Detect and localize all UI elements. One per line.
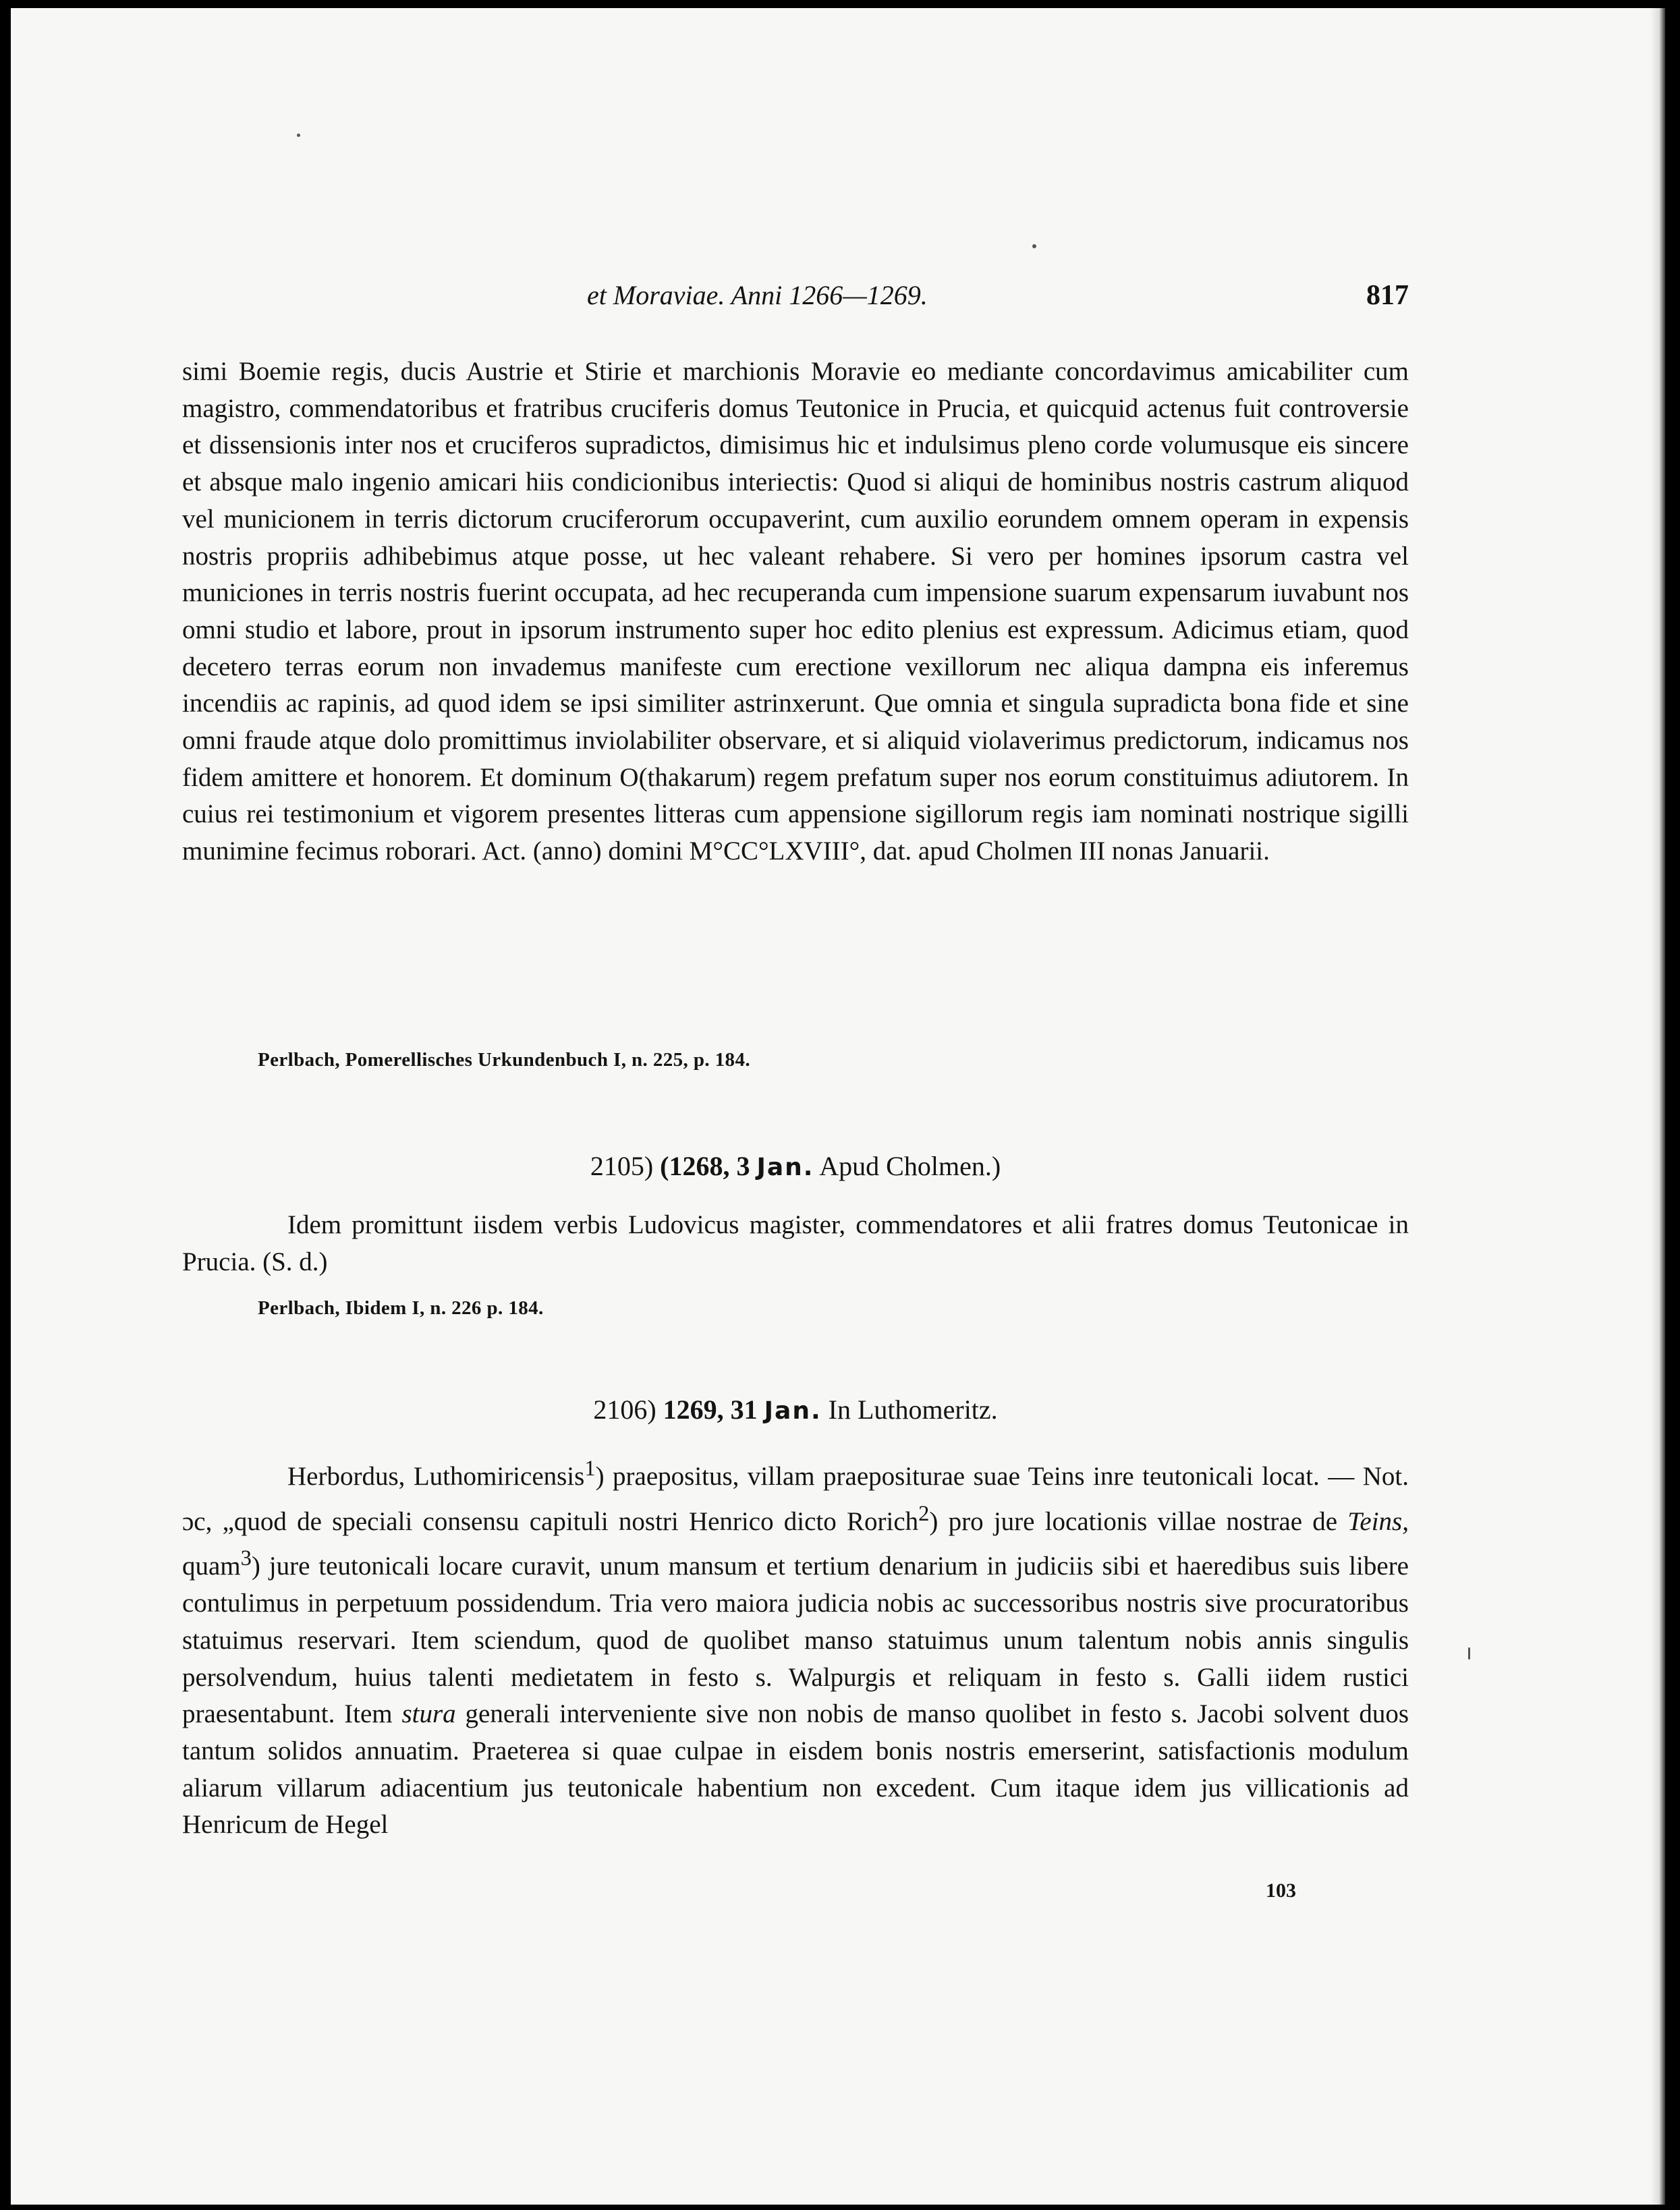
entry-2105-body <box>182 1207 1409 1280</box>
italic-place-name: Teins, <box>1347 1506 1409 1536</box>
continued-document <box>182 353 1409 870</box>
doc-date: 1269, 31 <box>663 1394 758 1425</box>
footnote-ref[interactable]: 3 <box>240 1546 252 1571</box>
entry-2105-heading <box>182 1150 1409 1185</box>
continued-source-block <box>182 1048 1409 1072</box>
text-run: generali interveniente sive non nobis de manso quolibet in festo s. Jacobi solvent duos tantum solidos annuatim. Praeterea si quae culpae in eisdem bonis nostris emerserint, satisfactionis modulum aliarum villarum adiacentium jus teutonicale habentium non excedent. Cum itaque idem jus villicationis ad Henricum de Hegel <box>182 1699 1409 1840</box>
doc-text <box>182 1450 1409 1844</box>
signature-mark: 103 <box>1266 1879 1296 1902</box>
doc-month: Jan. <box>764 1397 822 1425</box>
source-note: Perlbach, Pomerellisches Urkundenbuch I, n. 225, p. 184. <box>258 1049 750 1071</box>
footnote-ref[interactable]: 1 <box>584 1456 596 1481</box>
scan-speck <box>1032 244 1036 248</box>
doc-place: In Luthomeritz. <box>828 1394 998 1425</box>
running-head <box>182 279 1409 320</box>
text-run: ) praepositus, villam praepositurae suae Teins inre teutonicali locat. — Not. ɔc, „quod de speciali consensu capituli nostri Henrico dicto Rorich <box>182 1462 1409 1536</box>
source-note: Perlbach, Ibidem I, n. 226 p. 184. <box>258 1297 544 1319</box>
doc-place: Apud Cholmen.) <box>819 1151 1001 1181</box>
entry-2106-heading <box>182 1393 1409 1428</box>
running-title: et Moraviae. Anni 1266—1269. <box>587 280 928 310</box>
text-run: ) pro jure locationis villae nostrae de <box>929 1506 1348 1536</box>
doc-heading <box>182 1393 1409 1428</box>
page-number: 817 <box>1366 280 1409 311</box>
doc-heading <box>182 1150 1409 1185</box>
doc-text: Idem promittunt iisdem verbis Ludovicus magister, commendatores et alii fratres domus Teutonicae in Prucia. (S. d.) <box>182 1210 1409 1276</box>
doc-date: (1268, 3 <box>660 1151 750 1181</box>
scanned-page <box>11 8 1665 2205</box>
continued-text: simi Boemie regis, ducis Austrie et Stirie et marchionis Moravie eo mediante concordavimus amicabiliter cum magistro, commendatoribus et fratribus cruciferis domus Teutonice in Prucia, et quicquid actenus fuit controversie et dissensionis inter nos et cruciferos supradictos, dimisimus hic et indulsimus pleno corde volumusque eis sincere et absque malo ingenio amicari hiis condicionibus interiectis: Quod si aliqui de hominibus nostris castrum aliquod vel municionem in terris dictorum cruciferorum occupaverint, cum auxilio eorundem omnem operam in expensis nostris propriis adhibebimus atque posse, ut hec valeant rehabere. Si vero per homines ipsorum castra vel municiones in terris nostris fuerint occupata, ad hec recuperanda cum impensione suarum expensarum iuvabunt nos omni studio et labore, prout in ipsorum instrumento super hoc edito plenius est expressum. Adicimus etiam, quod decetero terras eorum non invademus manifeste cum erectione vexillorum nec aliqua dampna eis inferemus incendiis ac rapinis, ad quod idem se ipsi similiter astrinxerunt. Que omnia et singula supradicta bona fide et sine omni fraude atque dolo promittimus inviolabiliter observare, et si aliquid violaverimus predictorum, indicamus nos fidem amittere et honorem. Et dominum O(thakarum) regem prefatum super nos eorum constituimus adiutorem. In cuius rei testimonium et vigorem presentes litteras cum appensione sigillorum regis iam nominati nostrique sigilli munimine fecimus roborari. Act. (anno) domini M°CC°LXVIII°, dat. apud Cholmen III nonas Januarii. <box>182 357 1409 866</box>
text-run: ) jure teutonicali locare curavit, unum mansum et tertium denarium in judiciis sibi et haeredibus suis libere contulimus in perpetuum possidendum. Tria vero maiora judicia nobis ac successoribus nostris sive procuratoribus statuimus reservari. Item sciendum, quod de quolibet manso statuimus unum talentum nobis annis singulis persolvendum, huius talenti medietatem in festo s. Walpurgis et reliquam in festo s. Galli iidem rustici praesentabunt. Item <box>182 1552 1409 1729</box>
scan-speck <box>297 134 300 137</box>
footnote-ref[interactable]: 2 <box>918 1501 930 1526</box>
text-run: Herbordus, Luthomiricensis <box>287 1462 585 1491</box>
scan-speck <box>1468 1647 1470 1660</box>
doc-month: Jan. <box>756 1154 814 1181</box>
page-gutter-shadow <box>1650 8 1665 2205</box>
doc-number: 2105) <box>590 1151 654 1181</box>
italic-term: stura <box>401 1699 456 1729</box>
entry-2105-source-block <box>182 1296 1409 1320</box>
text-run: quam <box>182 1552 241 1581</box>
entry-2106-body <box>182 1450 1409 1844</box>
doc-number: 2106) <box>593 1394 656 1425</box>
